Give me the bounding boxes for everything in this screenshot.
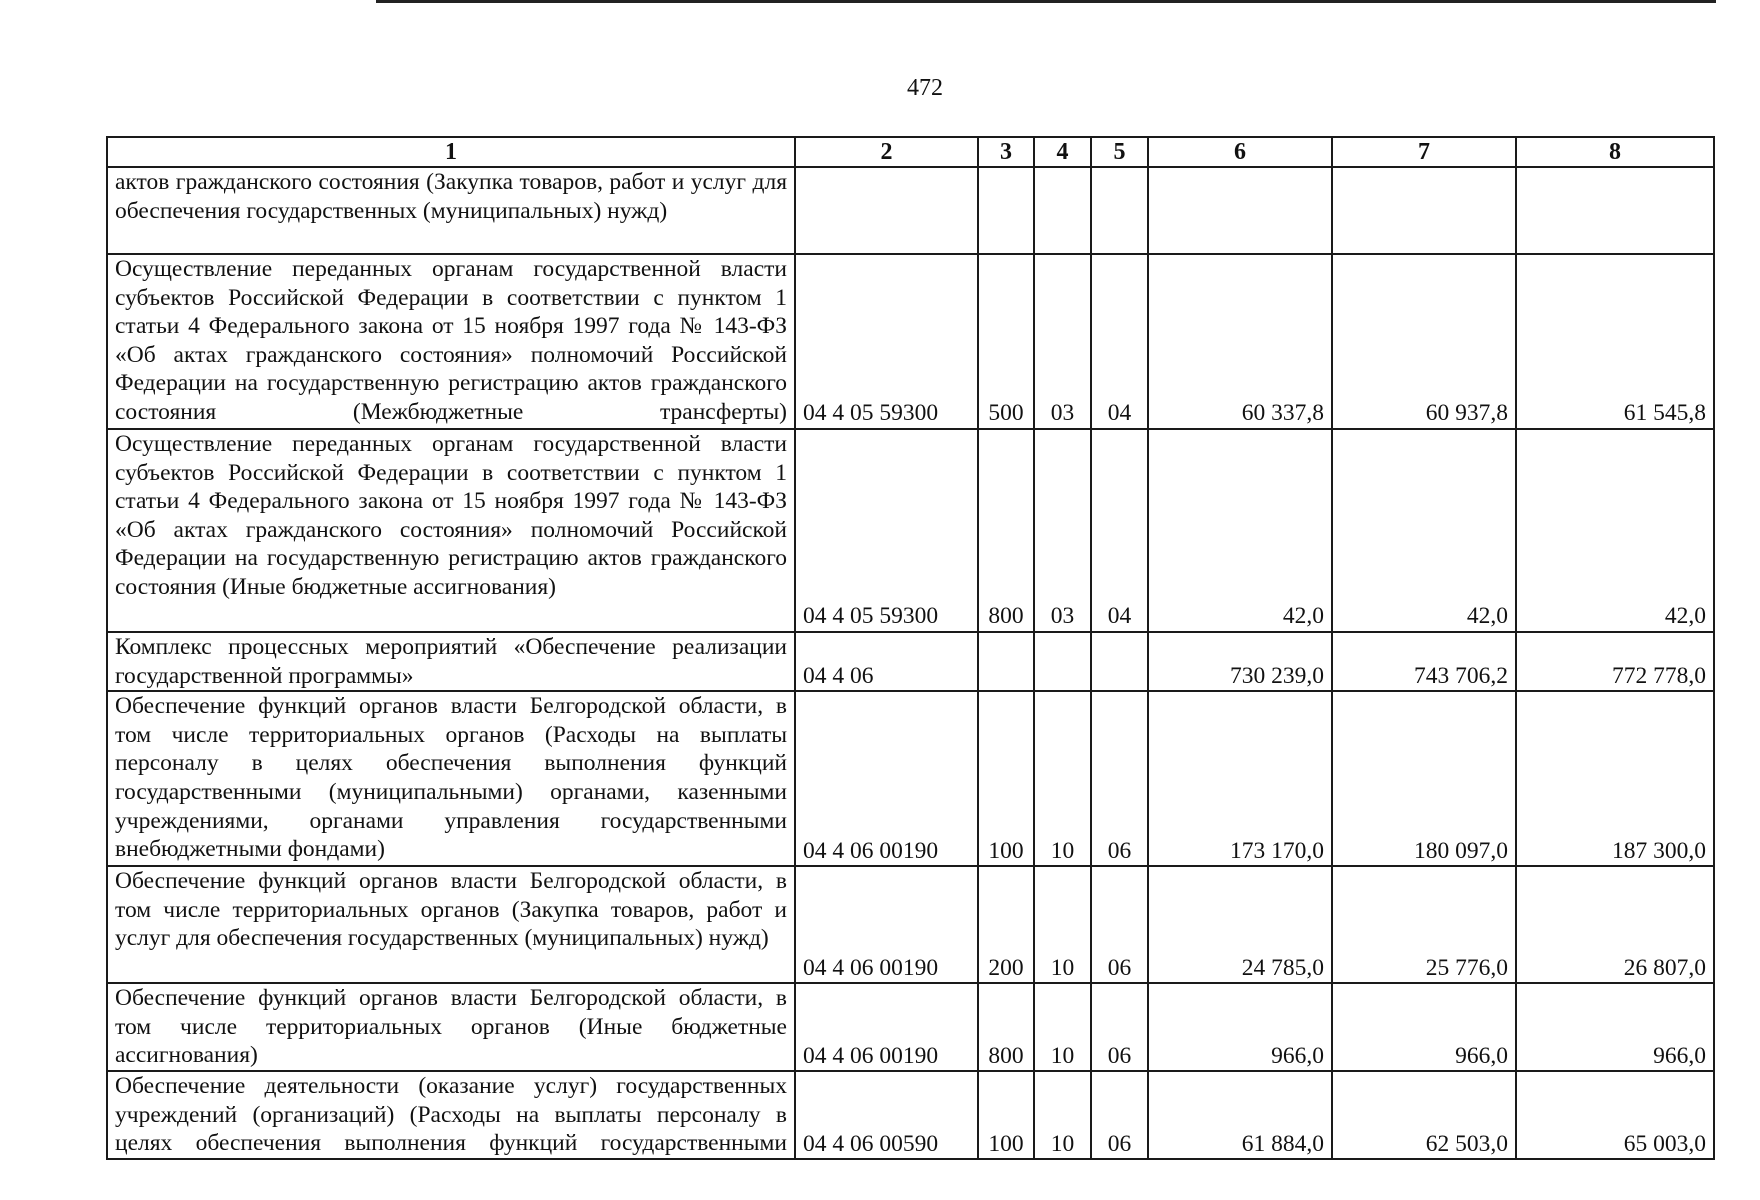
row-description: Обеспечение функций органов власти Белгородской области, в том числе территориальных органов (Закупка товаров, работ и услуг для обеспечения государственных (муниципальных) нужд) <box>107 866 795 983</box>
row-col6: 42,0 <box>1148 429 1332 632</box>
row-description: Обеспечение функций органов власти Белгородской области, в том числе территориальных органов (Расходы на выплаты персоналу в целях обеспечения выполнения функций государственными (муниципальными) органами, казенными учреждениями, органами управления государственными внебюджетными фондами) <box>107 691 795 866</box>
header-cell-6: 6 <box>1148 137 1332 167</box>
row-code: 04 4 06 00590 <box>795 1071 978 1159</box>
table-row <box>107 632 1714 691</box>
row-col8: 966,0 <box>1516 983 1714 1071</box>
row-col5: 06 <box>1091 1071 1148 1159</box>
header-cell-8: 8 <box>1516 137 1714 167</box>
row-col4 <box>1034 632 1091 691</box>
row-col7: 25 776,0 <box>1332 866 1516 983</box>
header-cell-4: 4 <box>1034 137 1091 167</box>
row-col5: 04 <box>1091 254 1148 429</box>
row-col8: 65 003,0 <box>1516 1071 1714 1159</box>
row-col7: 180 097,0 <box>1332 691 1516 866</box>
header-cell-3: 3 <box>978 137 1034 167</box>
row-col4: 03 <box>1034 429 1091 632</box>
row-col7 <box>1332 167 1516 254</box>
row-col3: 800 <box>978 429 1034 632</box>
row-col8 <box>1516 167 1714 254</box>
row-col5: 06 <box>1091 691 1148 866</box>
row-code: 04 4 06 <box>795 632 978 691</box>
row-col3: 100 <box>978 1071 1034 1159</box>
page-number: 472 <box>907 75 943 101</box>
row-col8: 42,0 <box>1516 429 1714 632</box>
table-header-row <box>107 137 1714 167</box>
table-row <box>107 691 1714 866</box>
row-col6: 24 785,0 <box>1148 866 1332 983</box>
row-col8: 26 807,0 <box>1516 866 1714 983</box>
row-col8: 187 300,0 <box>1516 691 1714 866</box>
row-code: 04 4 05 59300 <box>795 254 978 429</box>
table-row <box>107 254 1714 429</box>
row-col3 <box>978 167 1034 254</box>
row-col4: 03 <box>1034 254 1091 429</box>
row-col8: 772 778,0 <box>1516 632 1714 691</box>
row-code: 04 4 06 00190 <box>795 866 978 983</box>
header-cell-7: 7 <box>1332 137 1516 167</box>
row-col6 <box>1148 167 1332 254</box>
row-description: актов гражданского состояния (Закупка товаров, работ и услуг для обеспечения государственных (муниципальных) нужд) <box>107 167 795 254</box>
row-col6: 60 337,8 <box>1148 254 1332 429</box>
table-row <box>107 1071 1714 1159</box>
row-description: Обеспечение деятельности (оказание услуг) государственных учреждений (организаций) (Расходы на выплаты персоналу в целях обеспечения выполнения функций государственными <box>107 1071 795 1159</box>
row-col3 <box>978 632 1034 691</box>
header-cell-5: 5 <box>1091 137 1148 167</box>
top-rule <box>376 0 1716 3</box>
header-cell-1: 1 <box>107 137 795 167</box>
table-row <box>107 866 1714 983</box>
row-col7: 42,0 <box>1332 429 1516 632</box>
row-col7: 966,0 <box>1332 983 1516 1071</box>
row-col3: 800 <box>978 983 1034 1071</box>
row-col7: 743 706,2 <box>1332 632 1516 691</box>
row-col5 <box>1091 632 1148 691</box>
row-col6: 61 884,0 <box>1148 1071 1332 1159</box>
row-col5 <box>1091 167 1148 254</box>
table-row <box>107 983 1714 1071</box>
row-col7: 62 503,0 <box>1332 1071 1516 1159</box>
row-col6: 966,0 <box>1148 983 1332 1071</box>
row-col4 <box>1034 167 1091 254</box>
row-col3: 200 <box>978 866 1034 983</box>
row-code: 04 4 06 00190 <box>795 983 978 1071</box>
row-code: 04 4 06 00190 <box>795 691 978 866</box>
table-row <box>107 429 1714 632</box>
row-col5: 06 <box>1091 983 1148 1071</box>
row-col5: 06 <box>1091 866 1148 983</box>
row-code <box>795 167 978 254</box>
row-col6: 730 239,0 <box>1148 632 1332 691</box>
row-description: Осуществление переданных органам государственной власти субъектов Российской Федерации в соответствии с пунктом 1 статьи 4 Федерального закона от 15 ноября 1997 года № 143-ФЗ «Об актах гражданского состояния» полномочий Российской Федерации на государственную регистрацию актов гражданского состояния (Межбюджетные трансферты) <box>107 254 795 429</box>
row-description: Осуществление переданных органам государственной власти субъектов Российской Федерации в соответствии с пунктом 1 статьи 4 Федерального закона от 15 ноября 1997 года № 143-ФЗ «Об актах гражданского состояния» полномочий Российской Федерации на государственную регистрацию актов гражданского состояния (Иные бюджетные ассигнования) <box>107 429 795 632</box>
row-col3: 100 <box>978 691 1034 866</box>
budget-table <box>106 136 1715 1160</box>
row-col4: 10 <box>1034 1071 1091 1159</box>
row-description: Обеспечение функций органов власти Белгородской области, в том числе территориальных органов (Иные бюджетные ассигнования) <box>107 983 795 1071</box>
row-col6: 173 170,0 <box>1148 691 1332 866</box>
row-col7: 60 937,8 <box>1332 254 1516 429</box>
row-col5: 04 <box>1091 429 1148 632</box>
table-row <box>107 167 1714 254</box>
header-cell-2: 2 <box>795 137 978 167</box>
row-col4: 10 <box>1034 983 1091 1071</box>
row-col4: 10 <box>1034 866 1091 983</box>
row-code: 04 4 05 59300 <box>795 429 978 632</box>
row-description: Комплекс процессных мероприятий «Обеспечение реализации государственной программы» <box>107 632 795 691</box>
row-col8: 61 545,8 <box>1516 254 1714 429</box>
row-col4: 10 <box>1034 691 1091 866</box>
row-col3: 500 <box>978 254 1034 429</box>
